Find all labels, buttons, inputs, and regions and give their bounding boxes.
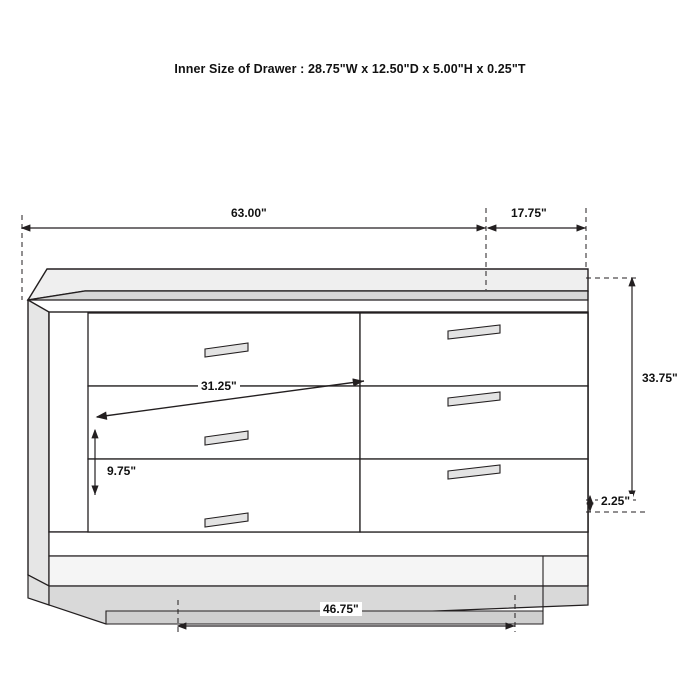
dresser-left-side xyxy=(28,300,49,586)
dim-label-base-width: 46.75" xyxy=(320,602,362,616)
dim-label-height: 33.75" xyxy=(639,371,681,385)
drawer-front-left-middle[interactable] xyxy=(88,386,360,459)
dim-label-depth: 17.75" xyxy=(508,206,550,220)
dim-label-width: 63.00" xyxy=(228,206,270,220)
base-rail xyxy=(49,556,588,586)
drawer-front-right-top[interactable] xyxy=(360,313,588,386)
dim-label-base-height: 2.25" xyxy=(598,494,633,508)
dresser-lower-rail xyxy=(49,532,588,556)
dresser-top-edge xyxy=(28,291,588,300)
dim-label-drawer-height: 9.75" xyxy=(104,464,139,478)
dim-label-drawer-width: 31.25" xyxy=(198,379,240,393)
dresser-body xyxy=(28,269,588,624)
page-title: Inner Size of Drawer : 28.75"W x 12.50"D x 5.00"H x 0.25"T xyxy=(174,62,526,76)
